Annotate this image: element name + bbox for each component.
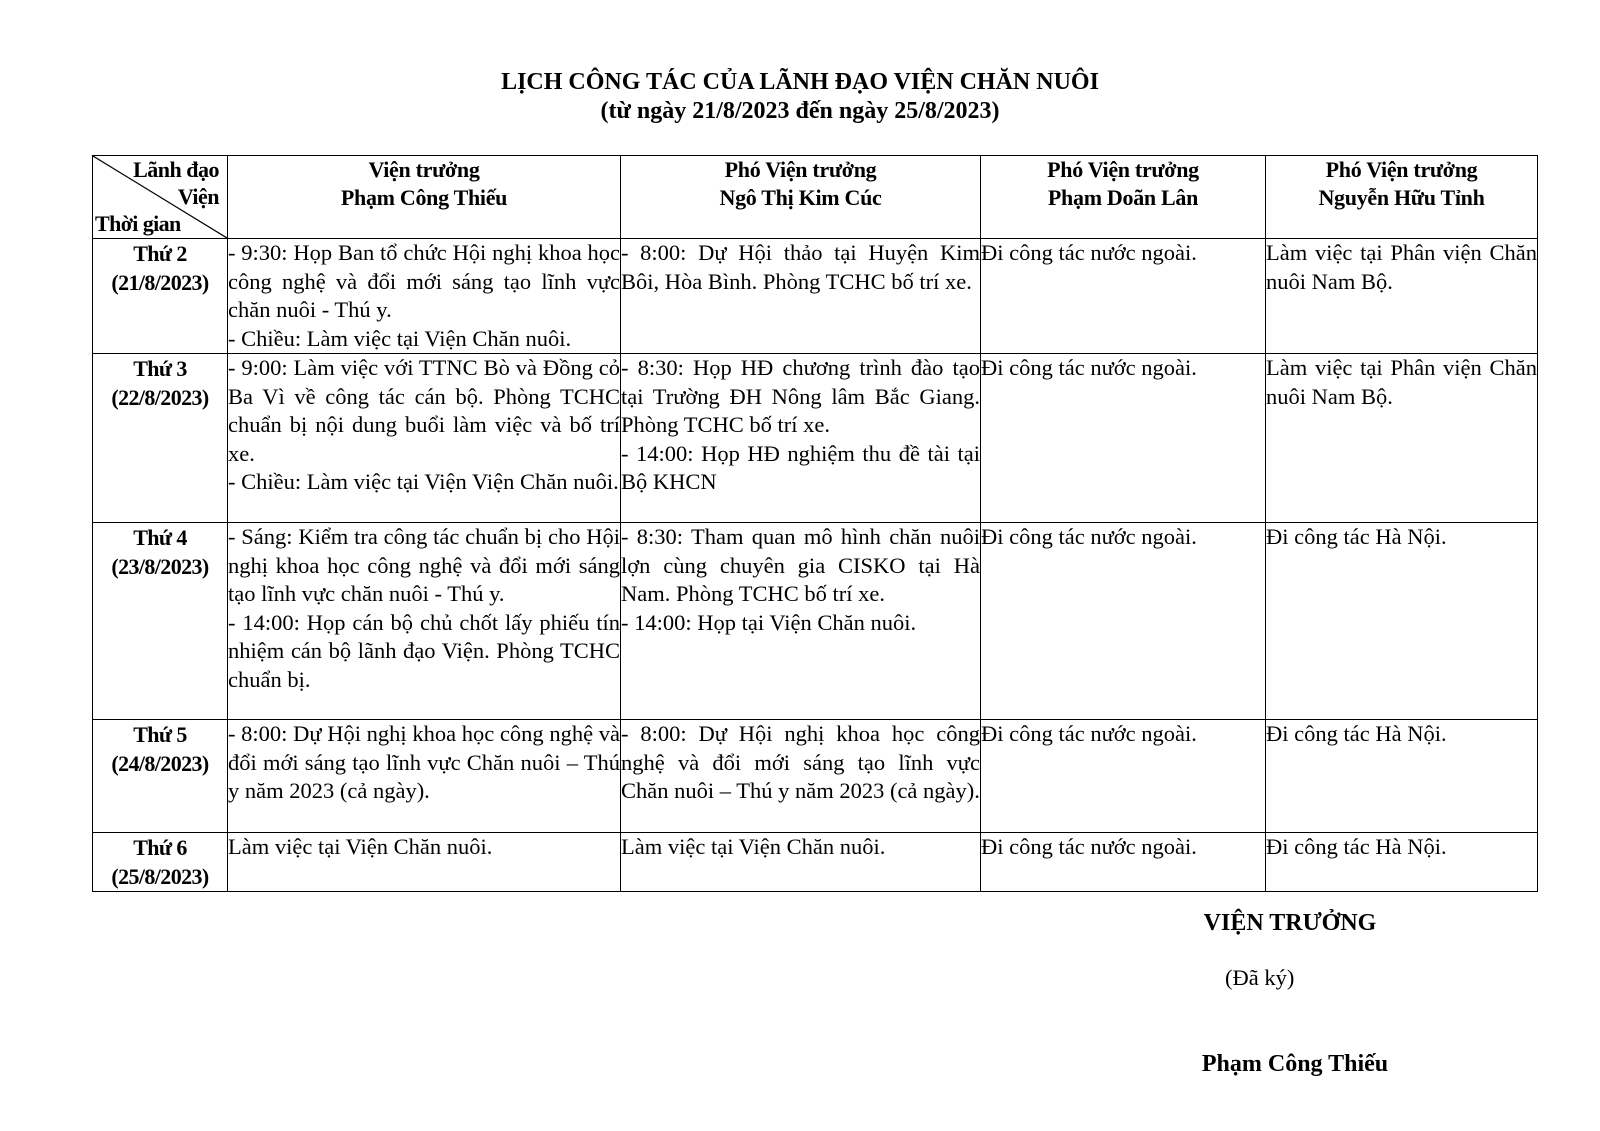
schedule-cell bbox=[981, 239, 1266, 354]
schedule-entry: Làm việc tại Viện Chăn nuôi. bbox=[228, 834, 493, 859]
schedule-cell bbox=[981, 720, 1266, 833]
day-label: Thứ 4 bbox=[133, 525, 187, 550]
column-role: Phó Viện trưởng bbox=[1047, 157, 1199, 182]
column-person: Phạm Doãn Lân bbox=[1047, 185, 1199, 210]
schedule-entry: - 8:30: Họp HĐ chương trình đào tạo tại Trường ĐH Nông lâm Bắc Giang. Phòng TCHC bố trí xe. bbox=[621, 355, 980, 437]
schedule-cell bbox=[1266, 239, 1538, 354]
day-label: Thứ 6 bbox=[133, 835, 187, 860]
schedule-cell bbox=[621, 239, 981, 354]
corner-time-label: Thời gian bbox=[95, 211, 181, 236]
schedule-cell bbox=[1266, 523, 1538, 720]
day-cell bbox=[93, 523, 228, 720]
schedule-entry: - 8:00: Dự Hội nghị khoa học công nghệ và đổi mới sáng tạo lĩnh vực Chăn nuôi – Thú y năm 2023 (cả ngày). bbox=[621, 721, 980, 803]
column-header-deputy-3 bbox=[1266, 156, 1538, 239]
schedule-cell bbox=[981, 523, 1266, 720]
day-label: Thứ 2 bbox=[133, 241, 187, 266]
schedule-entry: - 8:30: Tham quan mô hình chăn nuôi lợn cùng chuyên gia CISKO tại Hà Nam. Phòng TCHC bố trí xe. bbox=[621, 524, 980, 606]
corner-leader-line2: Viện bbox=[177, 184, 219, 209]
schedule-entry: Đi công tác nước ngoài. bbox=[981, 355, 1197, 380]
header-row bbox=[93, 156, 1538, 239]
column-person: Ngô Thị Kim Cúc bbox=[719, 185, 882, 210]
schedule-entry: Làm việc tại Viện Chăn nuôi. bbox=[621, 834, 886, 859]
column-role: Viện trưởng bbox=[368, 157, 480, 182]
schedule-cell bbox=[621, 354, 981, 523]
schedule-entry: Đi công tác nước ngoài. bbox=[981, 834, 1197, 859]
schedule-entry: Đi công tác nước ngoài. bbox=[981, 524, 1197, 549]
column-header-director bbox=[228, 156, 621, 239]
column-header-deputy-2 bbox=[981, 156, 1266, 239]
day-date: (23/8/2023) bbox=[111, 554, 209, 579]
table-row bbox=[93, 833, 1538, 892]
schedule-entry: - 14:00: Họp cán bộ chủ chốt lấy phiếu tín nhiệm cán bộ lãnh đạo Viện. Phòng TCHC chuẩn bị. bbox=[228, 609, 620, 692]
schedule-entry: - 8:00: Dự Hội nghị khoa học công nghệ và đổi mới sáng tạo lĩnh vực Chăn nuôi – Thú y năm 2023 (cả ngày). bbox=[228, 721, 620, 803]
schedule-entry: - 9:30: Họp Ban tổ chức Hội nghị khoa học công nghệ và đổi mới sáng tạo lĩnh vực chăn nuôi - Thú y. bbox=[228, 240, 620, 322]
day-label: Thứ 3 bbox=[133, 356, 187, 381]
signature-name: Phạm Công Thiếu bbox=[1201, 1051, 1389, 1077]
schedule-cell bbox=[228, 354, 621, 523]
column-role: Phó Viện trưởng bbox=[1325, 157, 1478, 182]
schedule-cell bbox=[228, 239, 621, 354]
schedule-entry: - Chiều: Làm việc tại Viện Viện Chăn nuôi. bbox=[228, 469, 619, 494]
day-date: (21/8/2023) bbox=[111, 270, 209, 295]
schedule-entry: - 14:00: Họp HĐ nghiệm thu đề tài tại Bộ KHCN bbox=[621, 440, 980, 494]
corner-leader-line1: Lãnh đạo bbox=[133, 157, 219, 182]
day-date: (24/8/2023) bbox=[111, 751, 209, 776]
schedule-cell bbox=[1266, 354, 1538, 523]
schedule-entry: Đi công tác nước ngoài. bbox=[981, 721, 1197, 746]
schedule-entry: Đi công tác Hà Nội. bbox=[1266, 524, 1447, 549]
schedule-cell bbox=[981, 354, 1266, 523]
schedule-entry: - Chiều: Làm việc tại Viện Chăn nuôi. bbox=[228, 325, 572, 351]
schedule-entry: Đi công tác Hà Nội. bbox=[1266, 721, 1447, 746]
column-person: Nguyễn Hữu Tỉnh bbox=[1318, 185, 1485, 210]
corner-leader-label bbox=[133, 156, 219, 210]
corner-header bbox=[93, 156, 228, 239]
column-person: Phạm Công Thiếu bbox=[340, 185, 508, 210]
schedule-cell bbox=[228, 833, 621, 892]
document-title: LỊCH CÔNG TÁC CỦA LÃNH ĐẠO VIỆN CHĂN NUÔI bbox=[501, 69, 1099, 95]
table-row bbox=[93, 354, 1538, 523]
day-cell bbox=[93, 833, 228, 892]
schedule-entry: - 9:00: Làm việc với TTNC Bò và Đồng cỏ Ba Vì về công tác cán bộ. Phòng TCHC chuẩn bị nội dung buổi làm việc và bố trí xe. bbox=[228, 355, 620, 466]
schedule-cell bbox=[621, 833, 981, 892]
schedule-cell bbox=[228, 523, 621, 720]
schedule-entry: Đi công tác nước ngoài. bbox=[981, 240, 1197, 265]
document-subtitle: (từ ngày 21/8/2023 đến ngày 25/8/2023) bbox=[600, 98, 1000, 124]
day-date: (25/8/2023) bbox=[111, 864, 209, 889]
schedule-entry: - Sáng: Kiểm tra công tác chuẩn bị cho Hội nghị khoa học công nghệ và đổi mới sáng tạo lĩnh vực chăn nuôi - Thú y. bbox=[228, 524, 620, 606]
schedule-cell bbox=[1266, 720, 1538, 833]
signature-note: (Đã ký) bbox=[1225, 965, 1295, 990]
schedule-cell bbox=[1266, 833, 1538, 892]
column-header-deputy-1 bbox=[621, 156, 981, 239]
day-cell bbox=[93, 720, 228, 833]
table-row bbox=[93, 720, 1538, 833]
schedule-entry: - 14:00: Họp tại Viện Chăn nuôi. bbox=[621, 609, 917, 635]
schedule-cell bbox=[621, 720, 981, 833]
day-cell bbox=[93, 354, 228, 523]
schedule-entry: Đi công tác Hà Nội. bbox=[1266, 834, 1447, 859]
schedule-table bbox=[92, 155, 1538, 892]
schedule-entry: Làm việc tại Phân viện Chăn nuôi Nam Bộ. bbox=[1266, 240, 1537, 294]
column-role: Phó Viện trưởng bbox=[724, 157, 877, 182]
signature-title: VIỆN TRƯỞNG bbox=[1203, 910, 1377, 936]
day-cell bbox=[93, 239, 228, 354]
day-date: (22/8/2023) bbox=[111, 385, 209, 410]
schedule-cell bbox=[621, 523, 981, 720]
schedule-cell bbox=[228, 720, 621, 833]
table-row bbox=[93, 239, 1538, 354]
schedule-entry: - 8:00: Dự Hội thảo tại Huyện Kim Bôi, Hòa Bình. Phòng TCHC bố trí xe. bbox=[621, 240, 980, 294]
schedule-cell bbox=[981, 833, 1266, 892]
table-row bbox=[93, 523, 1538, 720]
schedule-entry: Làm việc tại Phân viện Chăn nuôi Nam Bộ. bbox=[1266, 355, 1537, 409]
day-label: Thứ 5 bbox=[133, 722, 187, 747]
